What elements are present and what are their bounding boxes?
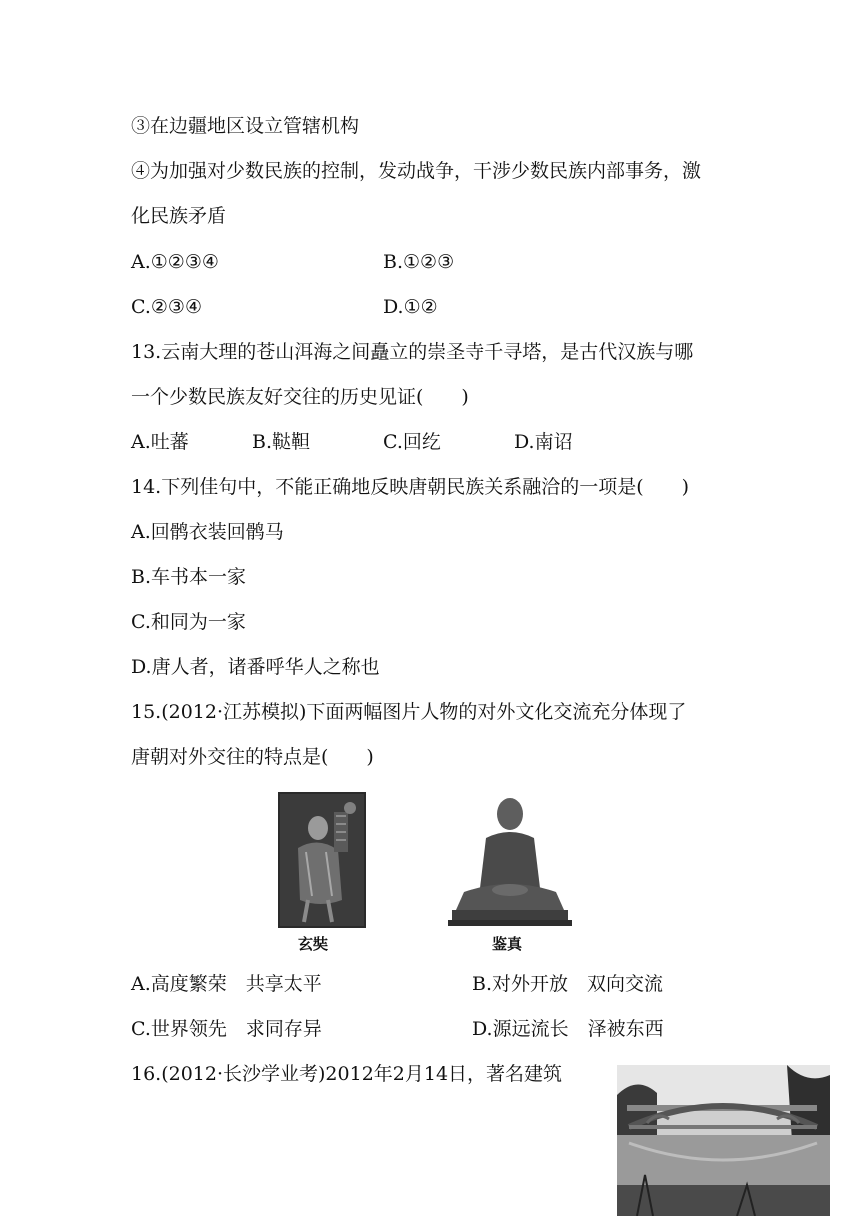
q15-option-c: C.世界领先 求同存异 [131, 1018, 322, 1040]
q16-stem-line1: 16.(2012·长沙学业考)2012年2月14日，著名建筑 [131, 1063, 563, 1085]
q12-option-c: C.②③④ [131, 296, 202, 318]
q14-option-c: C.和同为一家 [131, 611, 246, 633]
q12-item-4-line2: 化民族矛盾 [131, 205, 227, 227]
jianzhen-image [446, 792, 574, 928]
xuanzang-caption: 玄奘 [298, 935, 329, 953]
q14-option-a: A.回鹘衣装回鹘马 [131, 521, 284, 543]
jianzhen-drawing [446, 792, 574, 928]
q13-stem-line2: 一个少数民族友好交往的历史见证( ) [131, 386, 469, 408]
q14-option-b: B.车书本一家 [131, 566, 247, 588]
q13-option-b: B.鞑靼 [252, 431, 311, 453]
bridge-drawing [617, 1065, 830, 1216]
q13-option-d: D.南诏 [514, 431, 573, 453]
q13-option-a: A.吐蕃 [131, 431, 189, 453]
q13-stem-line1: 13.云南大理的苍山洱海之间矗立的崇圣寺千寻塔，是古代汉族与哪 [131, 341, 694, 363]
q12-option-d: D.①② [383, 296, 438, 318]
q15-option-d: D.源远流长 泽被东西 [472, 1018, 664, 1040]
q14-stem: 14.下列佳句中，不能正确地反映唐朝民族关系融洽的一项是( ) [131, 476, 690, 498]
q15-stem-line2: 唐朝对外交往的特点是( ) [131, 746, 374, 768]
q14-option-d: D.唐人者，诸番呼华人之称也 [131, 656, 380, 678]
bridge-image [617, 1065, 830, 1216]
q15-option-a: A.高度繁荣 共享太平 [131, 973, 322, 995]
q12-item-3: ③在边疆地区设立管辖机构 [131, 115, 360, 137]
q13-option-c: C.回纥 [383, 431, 441, 453]
q15-stem-line1: 15.(2012·江苏模拟)下面两幅图片人物的对外文化交流充分体现了 [131, 701, 687, 723]
q15-option-b: B.对外开放 双向交流 [472, 973, 664, 995]
q12-item-4-line1: ④为加强对少数民族的控制，发动战争，干涉少数民族内部事务，激 [131, 160, 702, 182]
xuanzang-image [278, 792, 366, 928]
xuanzang-drawing [278, 792, 366, 928]
q12-option-a: A.①②③④ [131, 251, 219, 273]
jianzhen-caption: 鉴真 [492, 935, 523, 953]
q12-option-b: B.①②③ [383, 251, 455, 273]
